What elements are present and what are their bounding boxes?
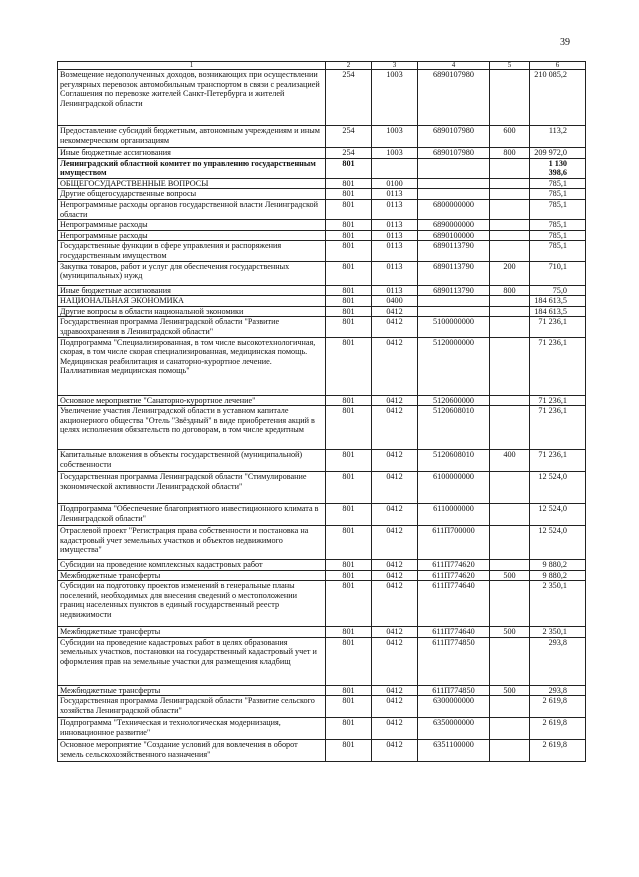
section-code-cell: 0412	[372, 685, 418, 696]
admin-code-cell: 254	[326, 70, 372, 126]
row-name-cell: Субсидии на проведение комплексных кадастровых работ	[58, 560, 326, 571]
expense-type-cell	[490, 560, 530, 571]
target-code-cell: 6351100000	[418, 740, 490, 762]
table-row	[58, 406, 586, 450]
table-row	[58, 560, 586, 571]
row-name-cell: Основное мероприятие "Санаторно-курортное лечение"	[58, 395, 326, 406]
row-name-cell: Субсидии на подготовку проектов изменений в генеральные планы поселений, необходимых для внесения сведений о местоположении границ населенных пунктов в единый государственный реестр недвижимости	[58, 581, 326, 627]
amount-cell: 71 236,1	[530, 395, 586, 406]
admin-code-cell: 801	[326, 317, 372, 337]
amount-cell: 12 524,0	[530, 526, 586, 560]
table-row	[58, 241, 586, 261]
expense-type-cell: 800	[490, 285, 530, 296]
expense-type-cell	[490, 220, 530, 231]
row-name-cell: Подпрограмма "Обеспечение благоприятного инвестиционного климата в Ленинградской области"	[58, 504, 326, 526]
table-row	[58, 306, 586, 317]
header-col-1: 1	[58, 62, 326, 70]
amount-cell: 210 085,2	[530, 70, 586, 126]
expense-type-cell	[490, 472, 530, 504]
target-code-cell: 611П700000	[418, 526, 490, 560]
amount-cell: 785,1	[530, 189, 586, 200]
amount-cell: 2 619,8	[530, 718, 586, 740]
target-code-cell: 611П774640	[418, 627, 490, 638]
expense-type-cell: 500	[490, 685, 530, 696]
section-code-cell: 0100	[372, 178, 418, 189]
amount-cell: 785,1	[530, 220, 586, 231]
header-col-6: 6	[530, 62, 586, 70]
target-code-cell: 611П774850	[418, 685, 490, 696]
expense-type-cell	[490, 581, 530, 627]
expense-type-cell: 500	[490, 627, 530, 638]
expense-type-cell	[490, 306, 530, 317]
row-name-cell: Закупка товаров, работ и услуг для обеспечения государственных (муниципальных) нужд	[58, 261, 326, 285]
target-code-cell: 611П774640	[418, 581, 490, 627]
target-code-cell: 6890107980	[418, 148, 490, 159]
table-row	[58, 261, 586, 285]
admin-code-cell: 801	[326, 306, 372, 317]
amount-cell: 113,2	[530, 126, 586, 148]
admin-code-cell: 801	[326, 230, 372, 241]
target-code-cell: 6100000000	[418, 472, 490, 504]
expense-type-cell	[490, 406, 530, 450]
admin-code-cell: 801	[326, 241, 372, 261]
section-code-cell: 0113	[372, 285, 418, 296]
row-name-cell: Подпрограмма "Специализированная, в том числе высокотехнологичная, скорая, в том числе скорая специализированная, медицинская помощь. Медицинская реабилитация и санаторно-курортное лечение. Паллиативная медицинская помощь"	[58, 337, 326, 395]
amount-cell: 71 236,1	[530, 317, 586, 337]
section-code-cell: 0113	[372, 220, 418, 231]
admin-code-cell: 801	[326, 718, 372, 740]
section-code-cell: 0412	[372, 406, 418, 450]
target-code-cell	[418, 158, 490, 178]
header-col-4: 4	[418, 62, 490, 70]
expense-type-cell	[490, 740, 530, 762]
section-code-cell: 0412	[372, 337, 418, 395]
table-row	[58, 70, 586, 126]
target-code-cell	[418, 178, 490, 189]
expense-type-cell	[490, 337, 530, 395]
admin-code-cell: 801	[326, 637, 372, 685]
section-code-cell: 1003	[372, 148, 418, 159]
expense-type-cell	[490, 395, 530, 406]
admin-code-cell: 254	[326, 126, 372, 148]
admin-code-cell: 801	[326, 220, 372, 231]
section-code-cell: 0412	[372, 395, 418, 406]
expense-type-cell: 400	[490, 450, 530, 472]
table-row	[58, 178, 586, 189]
budget-table	[57, 61, 586, 762]
target-code-cell: 6890107980	[418, 70, 490, 126]
admin-code-cell: 801	[326, 261, 372, 285]
row-name-cell: Межбюджетные трансферты	[58, 685, 326, 696]
target-code-cell: 6800000000	[418, 199, 490, 219]
admin-code-cell: 801	[326, 395, 372, 406]
target-code-cell: 6890000000	[418, 220, 490, 231]
expense-type-cell: 800	[490, 148, 530, 159]
row-name-cell: Основное мероприятие "Создание условий для вовлечения в оборот земель сельскохозяйственного назначения"	[58, 740, 326, 762]
table-row	[58, 317, 586, 337]
admin-code-cell: 801	[326, 450, 372, 472]
target-code-cell: 6350000000	[418, 718, 490, 740]
target-code-cell: 6110000000	[418, 504, 490, 526]
amount-cell: 2 350,1	[530, 581, 586, 627]
table-row	[58, 570, 586, 581]
row-name-cell: Возмещение недополученных доходов, возникающих при осуществлении регулярных перевозок автомобильным транспортом в связи с реализацией Соглашения по перевозке жителей Санкт-Петербурга и жителей Ленинградской области	[58, 70, 326, 126]
admin-code-cell: 801	[326, 627, 372, 638]
admin-code-cell: 801	[326, 581, 372, 627]
admin-code-cell: 801	[326, 472, 372, 504]
expense-type-cell	[490, 504, 530, 526]
table-row	[58, 395, 586, 406]
table-row	[58, 718, 586, 740]
section-code-cell: 0113	[372, 261, 418, 285]
table-row	[58, 230, 586, 241]
table-row	[58, 581, 586, 627]
table-body	[58, 70, 586, 762]
expense-type-cell: 500	[490, 570, 530, 581]
target-code-cell: 5100000000	[418, 317, 490, 337]
admin-code-cell: 801	[326, 696, 372, 718]
table-row	[58, 472, 586, 504]
amount-cell: 9 880,2	[530, 570, 586, 581]
row-name-cell: Отраслевой проект "Регистрация права собственности и постановка на кадастровый учет земельных участков и объектов недвижимого имущества"	[58, 526, 326, 560]
row-name-cell: Иные бюджетные ассигнования	[58, 285, 326, 296]
target-code-cell	[418, 296, 490, 307]
row-name-cell: Увеличение участия Ленинградской области в уставном капитале акционерного общества "Отель "Звёздный" в виде приобретения акций в целях исполнения обязательств по договорам, в том числе кредитным	[58, 406, 326, 450]
admin-code-cell: 801	[326, 189, 372, 200]
table-row	[58, 526, 586, 560]
target-code-cell	[418, 189, 490, 200]
expense-type-cell	[490, 718, 530, 740]
admin-code-cell: 801	[326, 685, 372, 696]
target-code-cell: 6890107980	[418, 126, 490, 148]
expense-type-cell	[490, 230, 530, 241]
header-col-3: 3	[372, 62, 418, 70]
section-code-cell: 0412	[372, 317, 418, 337]
table-row	[58, 220, 586, 231]
target-code-cell: 611П774620	[418, 560, 490, 571]
admin-code-cell: 801	[326, 570, 372, 581]
header-col-2: 2	[326, 62, 372, 70]
section-code-cell: 0412	[372, 740, 418, 762]
table-row	[58, 148, 586, 159]
admin-code-cell: 801	[326, 285, 372, 296]
table-row	[58, 337, 586, 395]
row-name-cell: Иные бюджетные ассигнования	[58, 148, 326, 159]
table-row	[58, 504, 586, 526]
amount-cell: 71 236,1	[530, 406, 586, 450]
expense-type-cell	[490, 317, 530, 337]
admin-code-cell: 254	[326, 148, 372, 159]
row-name-cell: Межбюджетные трансферты	[58, 570, 326, 581]
amount-cell: 785,1	[530, 230, 586, 241]
section-code-cell: 0412	[372, 526, 418, 560]
page-number: 39	[560, 37, 570, 48]
table-row	[58, 740, 586, 762]
expense-type-cell	[490, 189, 530, 200]
row-name-cell: Государственная программа Ленинградской области "Развитие здравоохранения в Ленинградской области"	[58, 317, 326, 337]
admin-code-cell: 801	[326, 526, 372, 560]
target-code-cell: 5120000000	[418, 337, 490, 395]
row-name-cell: Государственная программа Ленинградской области "Развитие сельского хозяйства Ленинградской области"	[58, 696, 326, 718]
target-code-cell: 5120600000	[418, 395, 490, 406]
target-code-cell: 6890113790	[418, 285, 490, 296]
admin-code-cell: 801	[326, 406, 372, 450]
row-name-cell: ОБЩЕГОСУДАРСТВЕННЫЕ ВОПРОСЫ	[58, 178, 326, 189]
row-name-cell: Государственная программа Ленинградской области "Стимулирование экономической активности Ленинградской области"	[58, 472, 326, 504]
row-name-cell: Предоставление субсидий бюджетным, автономным учреждениям и иным некоммерческим организациям	[58, 126, 326, 148]
table-header-row	[58, 62, 586, 70]
table-row	[58, 696, 586, 718]
row-name-cell: Другие общегосударственные вопросы	[58, 189, 326, 200]
header-col-5: 5	[490, 62, 530, 70]
amount-cell: 785,1	[530, 241, 586, 261]
expense-type-cell	[490, 296, 530, 307]
section-code-cell: 1003	[372, 126, 418, 148]
amount-cell: 9 880,2	[530, 560, 586, 571]
row-name-cell: Непрограммные расходы	[58, 220, 326, 231]
target-code-cell: 611П774620	[418, 570, 490, 581]
table-row	[58, 637, 586, 685]
amount-cell: 184 613,5	[530, 306, 586, 317]
section-code-cell: 0412	[372, 581, 418, 627]
section-code-cell: 0412	[372, 637, 418, 685]
admin-code-cell: 801	[326, 337, 372, 395]
section-code-cell: 0412	[372, 560, 418, 571]
section-code-cell: 0400	[372, 296, 418, 307]
table-row	[58, 199, 586, 219]
admin-code-cell: 801	[326, 296, 372, 307]
section-code-cell: 0412	[372, 718, 418, 740]
expense-type-cell: 200	[490, 261, 530, 285]
section-code-cell: 0113	[372, 241, 418, 261]
admin-code-cell: 801	[326, 158, 372, 178]
amount-cell: 71 236,1	[530, 450, 586, 472]
section-code-cell	[372, 158, 418, 178]
admin-code-cell: 801	[326, 740, 372, 762]
expense-type-cell	[490, 199, 530, 219]
row-name-cell: Субсидии на проведение кадастровых работ в целях образования земельных участков, постановки на государственный кадастровый учет и оформления прав на земельные участки для размещения кладбищ	[58, 637, 326, 685]
section-code-cell: 0412	[372, 450, 418, 472]
row-name-cell: Непрограммные расходы органов государственной власти Ленинградской области	[58, 199, 326, 219]
expense-type-cell	[490, 637, 530, 685]
table-row	[58, 189, 586, 200]
row-name-cell: Ленинградский областной комитет по управлению государственным имуществом	[58, 158, 326, 178]
section-code-cell: 0412	[372, 696, 418, 718]
section-code-cell: 0412	[372, 504, 418, 526]
expense-type-cell	[490, 696, 530, 718]
section-code-cell: 0113	[372, 230, 418, 241]
amount-cell: 293,8	[530, 637, 586, 685]
amount-cell: 184 613,5	[530, 296, 586, 307]
amount-cell: 2 619,8	[530, 740, 586, 762]
target-code-cell: 5120608010	[418, 406, 490, 450]
expense-type-cell	[490, 158, 530, 178]
amount-cell: 2 619,8	[530, 696, 586, 718]
row-name-cell: Межбюджетные трансферты	[58, 627, 326, 638]
section-code-cell: 0412	[372, 627, 418, 638]
section-code-cell: 0412	[372, 306, 418, 317]
section-code-cell: 0113	[372, 189, 418, 200]
expense-type-cell	[490, 70, 530, 126]
row-name-cell: Государственные функции в сфере управления и распоряжения государственным имуществом	[58, 241, 326, 261]
amount-cell: 12 524,0	[530, 472, 586, 504]
section-code-cell: 0113	[372, 199, 418, 219]
target-code-cell: 6890100000	[418, 230, 490, 241]
amount-cell: 2 350,1	[530, 627, 586, 638]
row-name-cell: НАЦИОНАЛЬНАЯ ЭКОНОМИКА	[58, 296, 326, 307]
target-code-cell: 6890113790	[418, 261, 490, 285]
row-name-cell: Другие вопросы в области национальной экономики	[58, 306, 326, 317]
target-code-cell: 6300000000	[418, 696, 490, 718]
table-row	[58, 685, 586, 696]
section-code-cell: 0412	[372, 570, 418, 581]
expense-type-cell: 600	[490, 126, 530, 148]
amount-cell: 785,1	[530, 178, 586, 189]
expense-type-cell	[490, 526, 530, 560]
table-row	[58, 296, 586, 307]
expense-type-cell	[490, 241, 530, 261]
amount-cell: 710,1	[530, 261, 586, 285]
table-row	[58, 285, 586, 296]
amount-cell: 293,8	[530, 685, 586, 696]
table-row	[58, 126, 586, 148]
row-name-cell: Непрограммные расходы	[58, 230, 326, 241]
target-code-cell: 611П774850	[418, 637, 490, 685]
amount-cell: 12 524,0	[530, 504, 586, 526]
admin-code-cell: 801	[326, 504, 372, 526]
target-code-cell: 6890113790	[418, 241, 490, 261]
section-code-cell: 1003	[372, 70, 418, 126]
amount-cell: 209 972,0	[530, 148, 586, 159]
amount-cell: 1 130 398,6	[530, 158, 586, 178]
amount-cell: 785,1	[530, 199, 586, 219]
expense-type-cell	[490, 178, 530, 189]
admin-code-cell: 801	[326, 178, 372, 189]
table-row	[58, 627, 586, 638]
target-code-cell	[418, 306, 490, 317]
amount-cell: 71 236,1	[530, 337, 586, 395]
admin-code-cell: 801	[326, 560, 372, 571]
admin-code-cell: 801	[326, 199, 372, 219]
section-code-cell: 0412	[372, 472, 418, 504]
amount-cell: 75,0	[530, 285, 586, 296]
row-name-cell: Подпрограмма "Техническая и технологическая модернизация, инновационное развитие"	[58, 718, 326, 740]
target-code-cell: 5120608010	[418, 450, 490, 472]
table-row	[58, 158, 586, 178]
row-name-cell: Капитальные вложения в объекты государственной (муниципальной) собственности	[58, 450, 326, 472]
table-row	[58, 450, 586, 472]
